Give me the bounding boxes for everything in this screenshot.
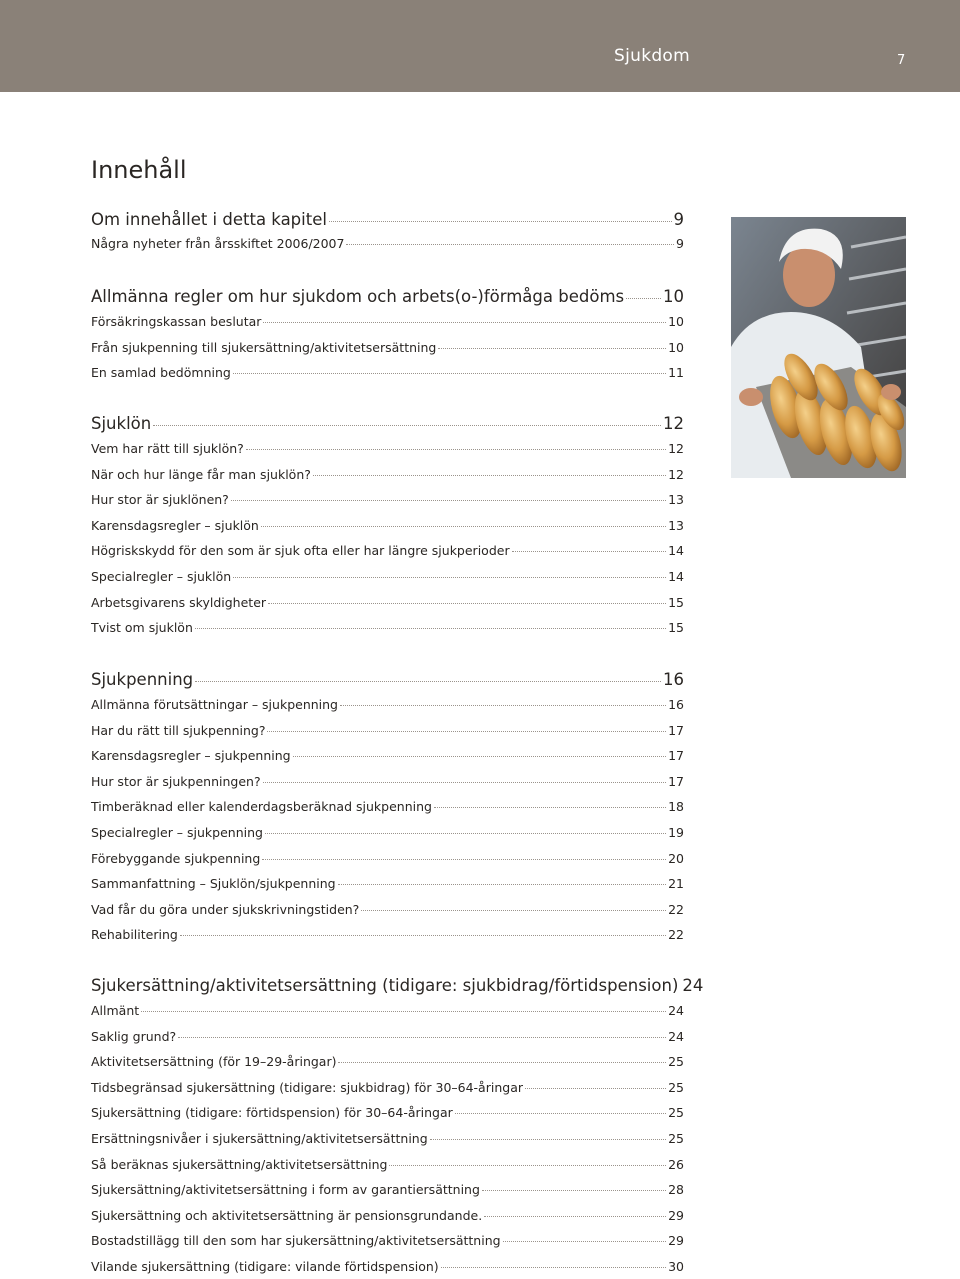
toc-entry-title: En samlad bedömning bbox=[91, 365, 231, 381]
toc-item bbox=[91, 620, 684, 635]
toc-item bbox=[91, 441, 684, 456]
dot-leader bbox=[346, 244, 674, 245]
toc-entry-title: Tvist om sjuklön bbox=[91, 620, 193, 636]
toc-entry-page: 12 bbox=[668, 466, 684, 482]
dot-leader bbox=[233, 577, 666, 578]
dot-leader bbox=[178, 1037, 666, 1038]
toc-entry-title: Om innehållet i detta kapitel bbox=[91, 210, 327, 229]
toc-item bbox=[91, 927, 684, 942]
toc-entry-title: Timberäknad eller kalenderdagsberäknad sjukpenning bbox=[91, 799, 432, 815]
toc-entry-title: Tidsbegränsad sjukersättning (tidigare: sjukbidrag) för 30–64-åringar bbox=[91, 1079, 523, 1095]
toc-entry-title: Sjukersättning/aktivitetsersättning i form av garantiersättning bbox=[91, 1182, 480, 1198]
dot-leader bbox=[141, 1011, 666, 1012]
toc-entry-title: Sjukersättning/aktivitetsersättning (tidigare: sjukbidrag/förtidspension) bbox=[91, 976, 679, 995]
toc-entry-page: 11 bbox=[668, 365, 684, 381]
toc-section-heading bbox=[91, 670, 684, 689]
toc-entry-title: Sjukersättning och aktivitetsersättning är pensionsgrundande. bbox=[91, 1207, 483, 1223]
dot-leader bbox=[441, 1267, 666, 1268]
toc-entry-page: 18 bbox=[668, 799, 684, 815]
dot-leader bbox=[262, 859, 666, 860]
toc-entry-page: 14 bbox=[668, 543, 684, 559]
toc-entry-title: Högriskskydd för den som är sjuk ofta eller har längre sjukperioder bbox=[91, 543, 510, 559]
dot-leader bbox=[268, 603, 666, 604]
dot-leader bbox=[195, 628, 666, 629]
dot-leader bbox=[263, 782, 667, 783]
toc-entry-page: 29 bbox=[668, 1207, 684, 1223]
toc-item bbox=[91, 697, 684, 712]
dot-leader bbox=[261, 526, 666, 527]
toc-entry-title: När och hur länge får man sjuklön? bbox=[91, 466, 311, 482]
dot-leader bbox=[626, 298, 661, 299]
toc-item bbox=[91, 340, 684, 355]
toc-entry-title: Hur stor är sjuklönen? bbox=[91, 492, 229, 508]
toc-entry-title: Så beräknas sjukersättning/aktivitetsersättning bbox=[91, 1156, 388, 1172]
toc-item bbox=[91, 1157, 684, 1172]
dot-leader bbox=[482, 1190, 666, 1191]
dot-leader bbox=[512, 551, 667, 552]
toc-entry-page: 19 bbox=[668, 825, 684, 840]
dot-leader bbox=[503, 1241, 667, 1242]
toc-entry-page: 25 bbox=[668, 1079, 684, 1095]
toc-item bbox=[91, 1054, 684, 1069]
toc-entry-page: 24 bbox=[668, 1003, 684, 1018]
toc-item bbox=[91, 518, 684, 533]
toc-entry-page: 17 bbox=[668, 748, 684, 764]
toc-entry-page: 13 bbox=[668, 492, 684, 508]
dot-leader bbox=[180, 935, 666, 936]
toc-section-heading bbox=[91, 287, 684, 306]
dot-leader bbox=[361, 910, 666, 911]
toc-item bbox=[91, 1131, 684, 1146]
toc-section-heading bbox=[91, 414, 684, 433]
toc-entry-page: 22 bbox=[668, 901, 684, 917]
dot-leader bbox=[438, 348, 666, 349]
toc-entry-page: 10 bbox=[668, 339, 684, 355]
toc-entry-title: Vem har rätt till sjuklön? bbox=[91, 441, 244, 456]
dot-leader bbox=[293, 756, 666, 757]
toc-item bbox=[91, 1182, 684, 1197]
dot-leader bbox=[195, 681, 661, 682]
toc-entry-title: Har du rätt till sjukpenning? bbox=[91, 722, 266, 738]
toc-entry-page: 12 bbox=[668, 441, 684, 456]
toc-entry-title: Ersättningsnivåer i sjukersättning/aktivitetsersättning bbox=[91, 1131, 428, 1146]
dot-leader bbox=[246, 449, 666, 450]
toc-entry-page: 25 bbox=[668, 1105, 684, 1121]
toc-entry-title: Specialregler – sjukpenning bbox=[91, 825, 263, 840]
dot-leader bbox=[265, 833, 666, 834]
toc-title: Innehåll bbox=[91, 156, 187, 184]
toc-entry-page: 25 bbox=[668, 1054, 684, 1070]
toc-entry-page: 30 bbox=[668, 1259, 684, 1274]
dot-leader bbox=[338, 1062, 666, 1063]
toc-item bbox=[91, 1208, 684, 1223]
toc-entry-title: Några nyheter från årsskiftet 2006/2007 bbox=[91, 236, 345, 251]
toc-entry-title: Från sjukpenning till sjukersättning/aktivitetsersättning bbox=[91, 339, 437, 355]
toc-entry-title: Allmänna förutsättningar – sjukpenning bbox=[91, 697, 338, 712]
toc-item bbox=[91, 902, 684, 917]
dot-leader bbox=[153, 425, 661, 426]
toc-entry-title: Försäkringskassan beslutar bbox=[91, 314, 262, 329]
toc-item bbox=[91, 825, 684, 840]
toc-entry-title: Förebyggande sjukpenning bbox=[91, 850, 261, 866]
toc-entry-title: Allmänt bbox=[91, 1003, 140, 1018]
toc-entry-title: Vad får du göra under sjukskrivningstiden? bbox=[91, 901, 360, 917]
toc-item bbox=[91, 595, 684, 610]
toc-item bbox=[91, 236, 684, 251]
toc-item bbox=[91, 774, 684, 789]
toc-item bbox=[91, 314, 684, 329]
dot-leader bbox=[389, 1165, 666, 1166]
toc-entry-page: 15 bbox=[668, 620, 684, 636]
toc-entry-title: Sjukersättning (tidigare: förtidspension) för 30–64-åringar bbox=[91, 1105, 453, 1121]
toc-item bbox=[91, 799, 684, 814]
dot-leader bbox=[434, 807, 666, 808]
toc-item bbox=[91, 851, 684, 866]
toc-entry-page: 17 bbox=[668, 722, 684, 738]
header-bar bbox=[0, 0, 960, 92]
toc-section-heading bbox=[91, 210, 684, 229]
toc-entry-page: 29 bbox=[668, 1233, 684, 1249]
page-number: 7 bbox=[897, 53, 906, 68]
dot-leader bbox=[525, 1088, 666, 1089]
toc-entry-title: Karensdagsregler – sjuklön bbox=[91, 517, 259, 533]
toc-item bbox=[91, 569, 684, 584]
toc-entry-title: Sjukpenning bbox=[91, 670, 194, 689]
dot-leader bbox=[455, 1113, 666, 1114]
toc-item bbox=[91, 876, 684, 891]
toc-section-heading bbox=[91, 976, 704, 995]
toc-entry-page: 13 bbox=[668, 517, 684, 533]
toc-entry-title: Sammanfattning – Sjuklön/sjukpenning bbox=[91, 876, 336, 892]
toc-entry-title: Arbetsgivarens skyldigheter bbox=[91, 594, 267, 610]
dot-leader bbox=[263, 322, 666, 323]
dot-leader bbox=[430, 1139, 666, 1140]
toc-item bbox=[91, 365, 684, 380]
toc-entry-title: Vilande sjukersättning (tidigare: vilande förtidspension) bbox=[91, 1259, 439, 1274]
toc-item bbox=[91, 492, 684, 507]
dot-leader bbox=[267, 731, 666, 732]
toc-item bbox=[91, 1233, 684, 1248]
bakery-worker-photo bbox=[731, 217, 906, 478]
dot-leader bbox=[340, 705, 666, 706]
toc-item bbox=[91, 467, 684, 482]
toc-item bbox=[91, 1029, 684, 1044]
dot-leader bbox=[313, 475, 666, 476]
toc-entry-title: Hur stor är sjukpenningen? bbox=[91, 773, 261, 789]
toc-entry-page: 16 bbox=[668, 697, 684, 712]
toc-item bbox=[91, 1003, 684, 1018]
toc-entry-title: Allmänna regler om hur sjukdom och arbets(o-)förmåga bedöms bbox=[91, 287, 625, 306]
toc-entry-page: 9 bbox=[676, 236, 684, 251]
toc-item bbox=[91, 1259, 684, 1274]
toc-entry-title: Bostadstillägg till den som har sjukersättning/aktivitetsersättning bbox=[91, 1233, 501, 1249]
toc-entry-page: 14 bbox=[668, 569, 684, 584]
toc-entry-page: 22 bbox=[668, 927, 684, 943]
toc-entry-page: 15 bbox=[668, 594, 684, 610]
dot-leader bbox=[233, 373, 666, 374]
dot-leader bbox=[231, 500, 666, 501]
toc-entry-page: 16 bbox=[663, 670, 684, 689]
toc-entry-page: 21 bbox=[668, 876, 684, 892]
toc-entry-page: 25 bbox=[668, 1131, 684, 1146]
dot-leader bbox=[329, 221, 672, 222]
dot-leader bbox=[484, 1216, 666, 1217]
toc-entry-title: Specialregler – sjuklön bbox=[91, 569, 232, 584]
toc-entry-title: Rehabilitering bbox=[91, 927, 178, 943]
toc-entry-page: 24 bbox=[668, 1028, 684, 1044]
toc-entry-page: 10 bbox=[668, 314, 684, 329]
toc-entry-title: Karensdagsregler – sjukpenning bbox=[91, 748, 291, 764]
dot-leader bbox=[338, 884, 666, 885]
toc-item bbox=[91, 543, 684, 558]
toc-item bbox=[91, 1105, 684, 1120]
toc-entry-title: Sjuklön bbox=[91, 414, 152, 433]
toc-entry-page: 28 bbox=[668, 1182, 684, 1198]
toc-item bbox=[91, 1080, 684, 1095]
toc-item bbox=[91, 748, 684, 763]
toc-entry-title: Saklig grund? bbox=[91, 1028, 177, 1044]
toc-entry-page: 17 bbox=[668, 773, 684, 789]
toc-entry-page: 9 bbox=[673, 210, 684, 229]
toc-entry-page: 24 bbox=[682, 976, 704, 995]
toc-entry-page: 12 bbox=[663, 414, 684, 433]
toc-item bbox=[91, 723, 684, 738]
toc-entry-page: 10 bbox=[663, 287, 684, 306]
toc-entry-title: Aktivitetsersättning (för 19–29-åringar) bbox=[91, 1054, 337, 1070]
toc-entry-page: 26 bbox=[668, 1156, 684, 1172]
section-title: Sjukdom bbox=[614, 46, 690, 66]
toc-entry-page: 20 bbox=[668, 850, 684, 866]
